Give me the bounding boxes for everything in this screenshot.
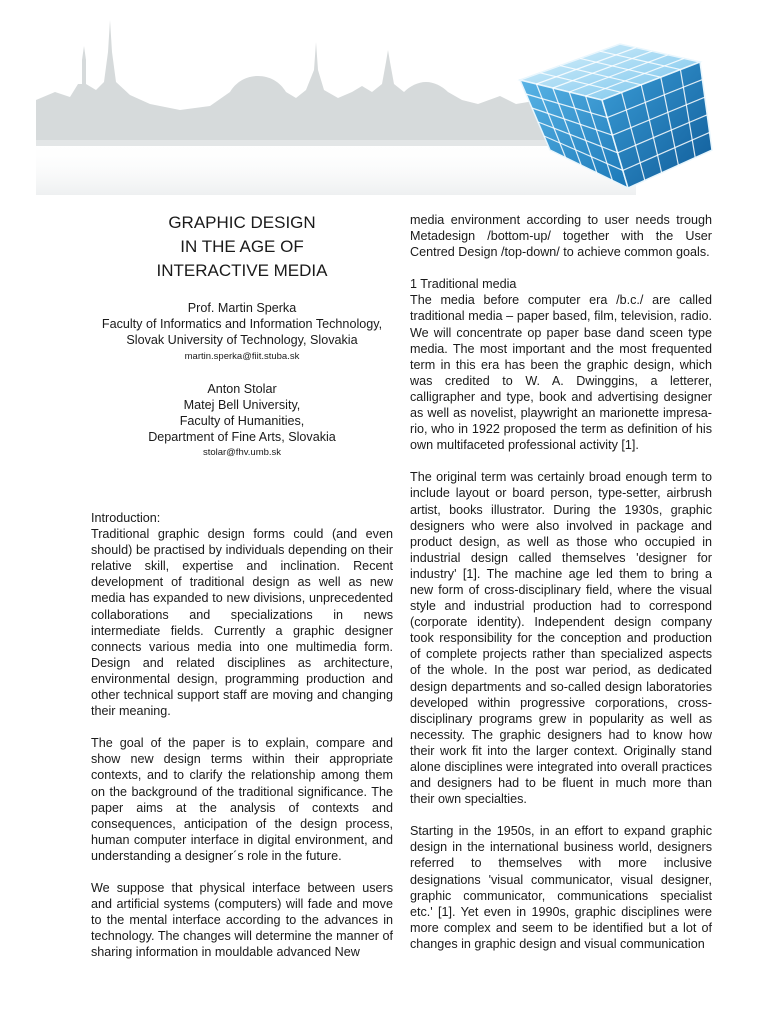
title-block [91,211,393,461]
author-affiliation: Slovak University of Technology, Slovakia [126,333,358,348]
paper-title [91,211,393,283]
header-banner [0,0,768,200]
body-paragraph: We suppose that physical interface between users and artificial systems (computers) will fade and move to the mental interface according to the advances in technology. The changes will determine the manner of sharing information in mouldable advanced New [91,880,393,960]
author-block [91,300,393,365]
author-name: Prof. Martin Sperka [187,301,297,315]
author-affiliation: Faculty of Humanities, [179,414,305,429]
title-line: INTERACTIVE MEDIA [156,261,328,280]
introduction-heading: Introduction: [91,511,161,525]
author-affiliation: Department of Fine Arts, Slovakia [148,430,336,445]
body-paragraph: The media before computer era /b.c./ are called traditional media – paper based, film, television, radio. We will concentrate op paper base dand sceen type media. The most important and the most frequented term in this era has been the graphic design, which was credited to W. A. Dwinggins, a letterer, calligrapher and type, book and advertising designer as well as novelist, playwright an marionette impresa-rio, who in 1922 proposed the term as definition of his own multifaceted professional activity [1]. [410,293,712,453]
right-column [410,212,712,952]
body-paragraph: Starting in the 1950s, in an effort to expand graphic design in the international business world, designers referred to themselves with more inclusive designations 'visual communicator, visual designer, graphic communicator, communications specialist etc.' [1]. Yet even in 1990s, graphic disciplines were more complex and seem to be identified but a lot of changes in graphic design and visual communication [410,824,712,951]
author-list [91,300,393,461]
author-block [91,381,393,462]
body-paragraph: The goal of the paper is to explain, compare and show new design terms within their appropriate contexts, and to clarify the relationship among them on the background of the traditional significance. The paper aims at the analysis of contexts and consequences, anticipation of the design process, human computer interface in digital environment, and understanding a designer´s role in the future. [91,736,393,863]
author-affiliation: Matej Bell University, [183,397,301,412]
title-line: GRAPHIC DESIGN [168,213,316,232]
section-heading: 1 Traditional media [410,277,517,292]
body-paragraph: Traditional graphic design forms could (and even should) be practised by individuals depending on their relative skill, expertise and inclination. Recent development of traditional design as well as new media has expanded to new divisions, unprecedented collaborations and specializations in news intermediate fields. Currently a graphic designer connects various media into one multimedia form. Design and related disciplines as architecture, environmental design, programming production and other technical support staff are moving and changing their meaning. [91,527,393,719]
body-paragraph: The original term was certainly broad enough term to include layout or board person, type-setter, airbrush artist, books illustrator. During the 1930s, graphic designers who were also involved in package and product design, as well as those who occupied in industrial design called themselves 'designer for industry' [1]. The machine age led them to bring a new form of cross-disciplinary field, where the visual style and industrial production had to correspond (corporate identity). Independent design company took responsibility for the conception and production of complete projects rather than specialized aspects of the whole. In the post war period, as dedicated design departments and so-called design laboratories developed within progressive corporations, cross-disciplinary programs grew in popularity as well as necessity. The graphic designers had to know how their work fit into the larger context. Originally stand alone disciplines were integrated into overall practices and designers had to be fluent in much more than their own specialties. [410,470,712,807]
author-email: stolar@fhv.umb.sk [202,447,282,459]
left-column [91,510,393,960]
author-name: Anton Stolar [207,381,277,396]
author-affiliation: Faculty of Informatics and Information Technology, [101,317,383,332]
body-paragraph: media environment according to user needs trough Metadesign /bottom-up/ together with the User Centred Design /top-down/ to achieve common goals. [410,213,712,260]
author-email: martin.sperka@fiit.stuba.sk [184,350,300,362]
title-line: IN THE AGE OF [180,237,304,256]
